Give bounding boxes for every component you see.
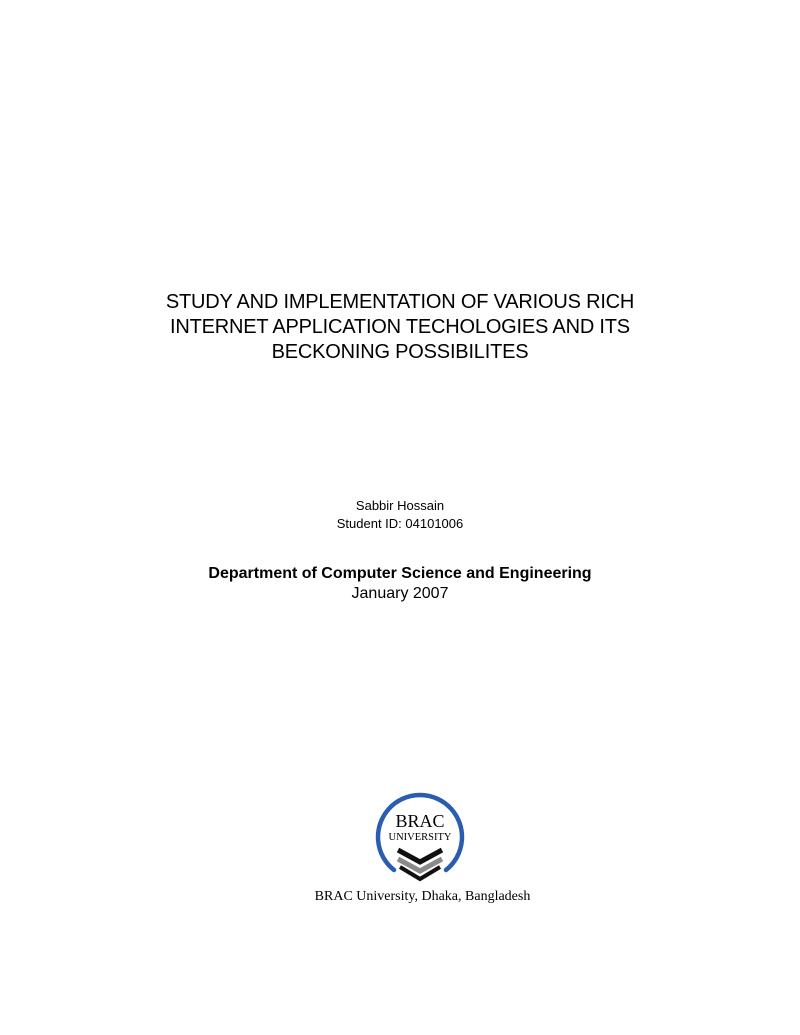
student-id: Student ID: 04101006 — [336, 516, 464, 531]
author-block — [0, 497, 800, 533]
brac-university-logo — [372, 790, 468, 890]
thesis-title — [0, 290, 800, 365]
university-location: BRAC University, Dhaka, Bangladesh — [314, 889, 531, 904]
thesis-title-line-1: STUDY AND IMPLEMENTATION OF VARIOUS RICH — [165, 291, 635, 313]
logo-text-university: UNIVERSITY — [388, 832, 452, 843]
logo-text-brac: BRAC — [395, 811, 445, 831]
submission-date: January 2007 — [351, 585, 449, 602]
thesis-title-line-2: INTERNET APPLICATION TECHOLOGIES AND ITS — [170, 316, 630, 338]
brac-logo-graphic — [372, 790, 468, 890]
department-name: Department of Computer Science and Engineering — [208, 565, 592, 582]
thesis-title-line-3: BECKONING POSSIBILITES — [271, 341, 529, 363]
author-name: Sabbir Hossain — [355, 498, 445, 513]
